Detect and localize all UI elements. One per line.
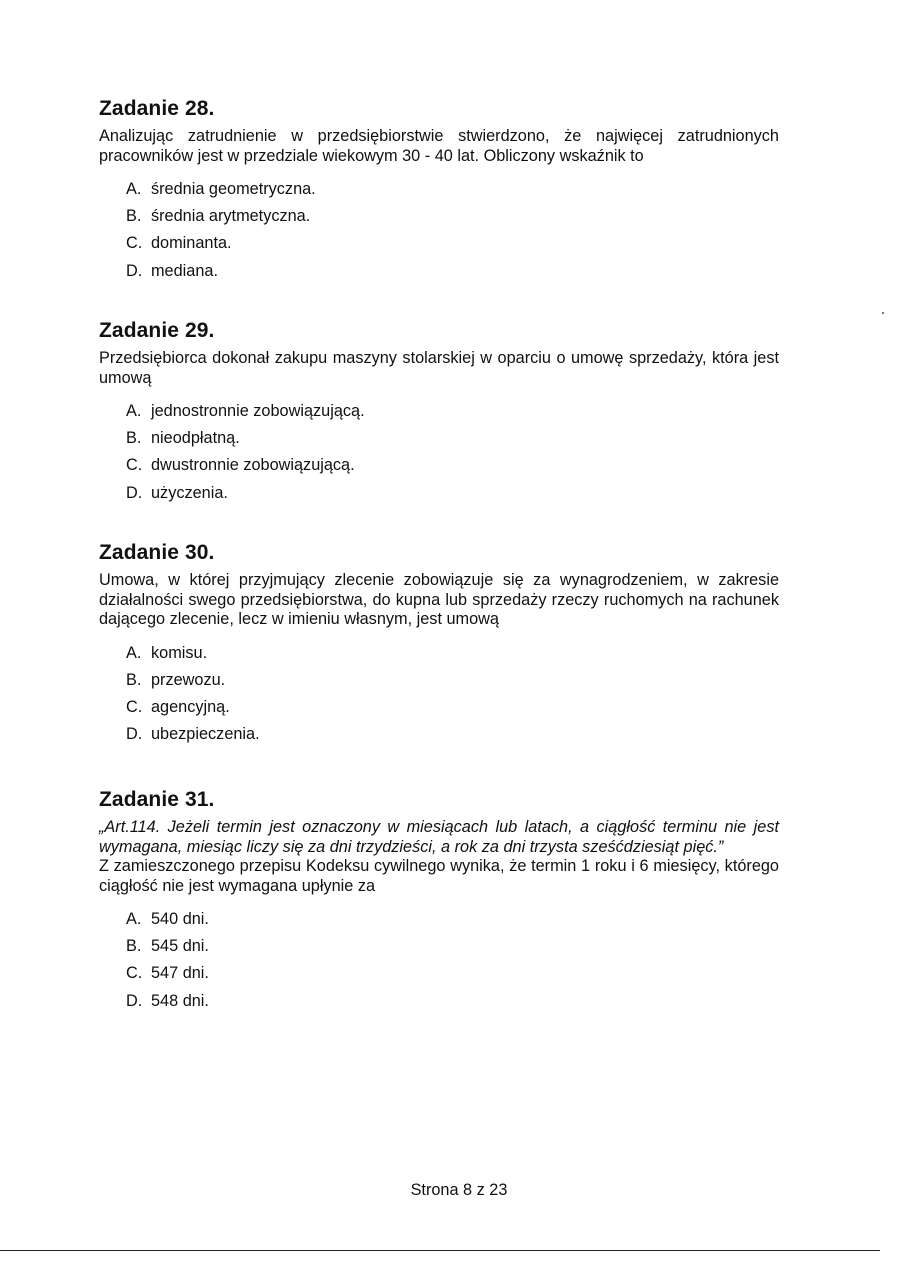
option-letter: A. xyxy=(126,643,142,662)
option-letter: C. xyxy=(126,456,143,475)
legal-quote: „Art.114. Jeżeli termin jest oznaczony w miesiącach lub latach, a ciągłość terminu nie jest wymagana, miesiąc liczy się za dni trzydzieści, a rok za dni trzysta sześćdziesiąt pięć.” xyxy=(99,818,779,856)
option-text: 547 dni. xyxy=(151,964,209,983)
page-number: Strona 8 z 23 xyxy=(410,1181,508,1199)
option-text: średnia geometryczna. xyxy=(151,180,316,198)
option-letter: D. xyxy=(126,991,143,1010)
answer-option-a xyxy=(99,176,779,203)
option-letter: B. xyxy=(126,670,142,689)
option-text: mediana. xyxy=(151,261,218,280)
option-text: komisu. xyxy=(151,643,208,662)
answer-option-b xyxy=(99,933,779,960)
answer-options xyxy=(99,176,779,285)
option-letter: A. xyxy=(126,910,142,928)
option-letter: A. xyxy=(126,402,142,420)
task-title: Zadanie 28. xyxy=(99,97,215,120)
option-text: średnia arytmetyczna. xyxy=(151,207,311,226)
option-letter: D. xyxy=(126,483,143,502)
answer-option-c xyxy=(99,452,779,479)
option-letter: B. xyxy=(126,937,142,956)
answer-option-b xyxy=(99,425,779,452)
answer-option-c xyxy=(99,694,779,721)
option-letter: B. xyxy=(126,207,142,226)
bottom-divider xyxy=(0,1250,880,1251)
answer-option-c xyxy=(99,230,779,257)
answer-option-a xyxy=(99,906,779,933)
answer-option-d xyxy=(99,258,779,285)
option-text: przewozu. xyxy=(151,670,226,689)
option-text: 548 dni. xyxy=(151,991,209,1010)
answer-option-d xyxy=(99,480,779,507)
answer-option-d xyxy=(99,988,779,1015)
answer-option-b xyxy=(99,667,779,694)
option-text: użyczenia. xyxy=(151,483,228,502)
answer-option-c xyxy=(99,960,779,987)
option-text: dominanta. xyxy=(151,234,232,253)
option-text: 540 dni. xyxy=(151,910,209,928)
task-28 xyxy=(99,97,779,285)
answer-option-b xyxy=(99,203,779,230)
task-question: Analizując zatrudnienie w przedsiębiorstwie stwierdzono, że najwięcej zatrudnionych pracowników jest w przedziale wiekowym 30 - 40 lat. Obliczony wskaźnik to xyxy=(99,127,779,165)
scan-artifact xyxy=(882,312,884,314)
task-question: Umowa, w której przyjmujący zlecenie zobowiązuje się za wynagrodzeniem, w zakresie działalności swego przedsiębiorstwa, do kupna lub sprzedaży rzeczy ruchomych na rachunek dającego zlecenie, lecz w imieniu własnym, jest umową xyxy=(99,571,779,628)
task-title: Zadanie 30. xyxy=(99,541,215,564)
option-text: jednostronnie zobowiązującą. xyxy=(151,402,365,420)
task-question: Przedsiębiorca dokonał zakupu maszyny stolarskiej w oparciu o umowę sprzedaży, która jest umową xyxy=(99,349,779,387)
option-letter: B. xyxy=(126,429,142,448)
option-letter: A. xyxy=(126,180,142,198)
option-letter: D. xyxy=(126,725,143,744)
option-letter: C. xyxy=(126,964,143,983)
task-question: Z zamieszczonego przepisu Kodeksu cywilnego wynika, że termin 1 roku i 6 miesięcy, którego ciągłość nie jest wymagana upłynie za xyxy=(99,857,779,895)
answer-options xyxy=(99,398,779,507)
option-letter: C. xyxy=(126,697,143,716)
task-title: Zadanie 31. xyxy=(99,788,215,811)
option-text: ubezpieczenia. xyxy=(151,725,260,744)
option-text: 545 dni. xyxy=(151,937,209,956)
option-text: dwustronnie zobowiązującą. xyxy=(151,456,355,475)
task-title: Zadanie 29. xyxy=(99,319,215,342)
task-31 xyxy=(99,788,779,1015)
answer-option-d xyxy=(99,721,779,748)
option-letter: C. xyxy=(126,234,143,253)
option-text: agencyjną. xyxy=(151,697,230,716)
answer-options xyxy=(99,640,779,749)
answer-options xyxy=(99,906,779,1015)
answer-option-a xyxy=(99,640,779,667)
answer-option-a xyxy=(99,398,779,425)
option-text: nieodpłatną. xyxy=(151,429,240,448)
task-30 xyxy=(99,541,779,748)
task-29 xyxy=(99,319,779,507)
option-letter: D. xyxy=(126,261,143,280)
